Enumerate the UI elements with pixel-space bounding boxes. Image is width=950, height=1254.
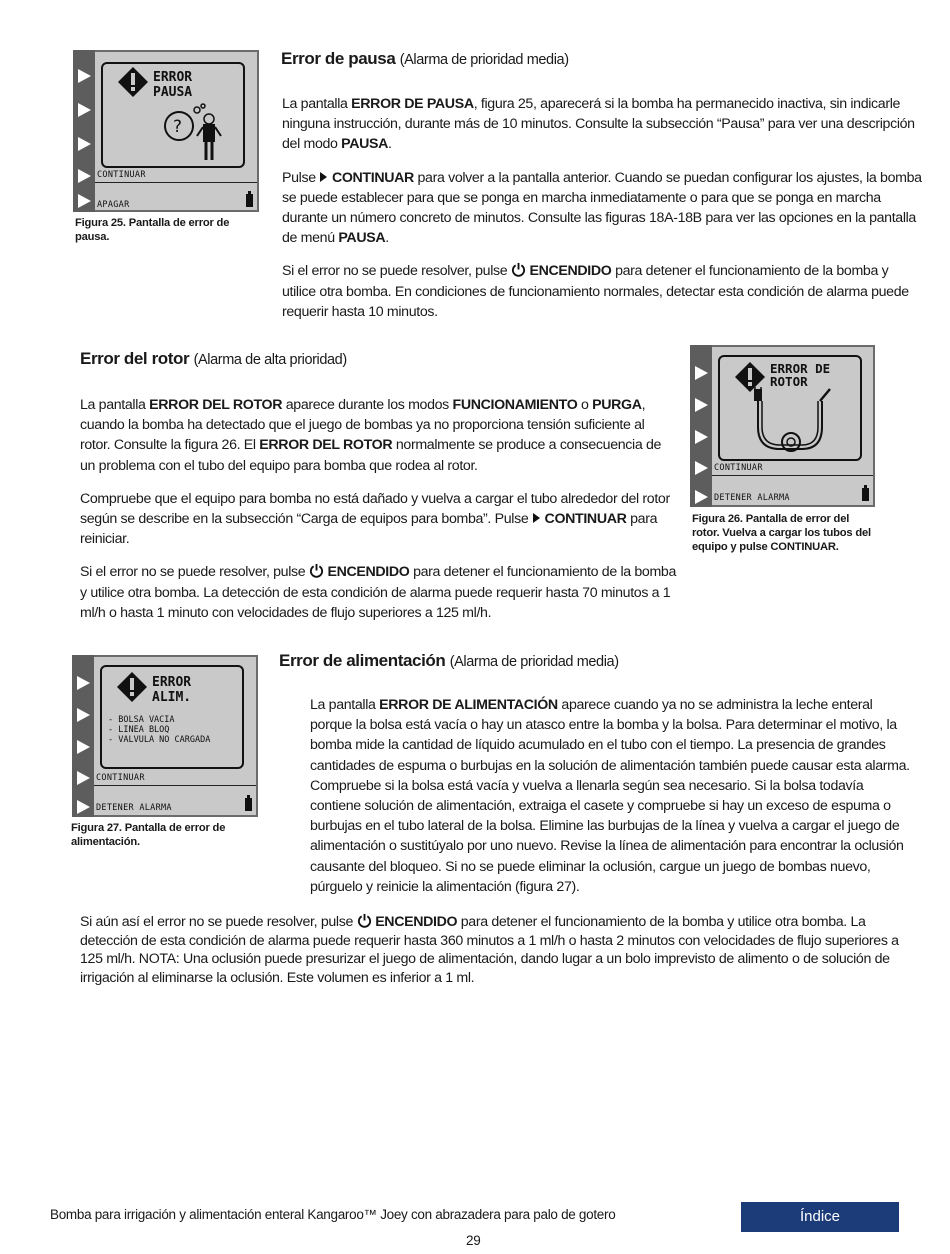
text: Si aún así el error no se puede resolver, pulse: [80, 914, 357, 930]
text: .: [388, 136, 392, 153]
text: La pantalla: [80, 397, 150, 413]
section-title-alimentacion: [279, 651, 619, 671]
softkey-arrow-icon: [693, 489, 709, 505]
power-icon: [511, 262, 526, 277]
text: .: [385, 230, 389, 247]
section-title-text: Error de alimentación: [279, 651, 446, 670]
bold-term: FUNCIONAMIENTO: [452, 397, 578, 413]
text: La pantalla: [310, 697, 380, 713]
text: Compruebe que el equipo para bomba no está dañado y vuelva a cargar el tubo alrededor del rotor según se describe en la subsección “Carga de equipos para bomba”. Pulse: [80, 490, 670, 528]
text: aparece cuando ya no se administra la leche enteral porque la bolsa está vacía o hay un atasco entre la bomba y la bolsa. Para determinar el motivo, la bomba mide la cantidad de líquido acumulado en el tubo con el tiempo. La presencia de grandes cantidades de espuma o burbujas en la solución de alimentación también puede causar esta alarma. Compruebe si la bolsa está vacía y vuelva a llenarla según sea necesario. Si la bolsa todavía contiene solución de alimentación, extraiga el casete y compruebe si hay un exceso de espuma o burbujas en el tubo lateral de la bolsa. Elimine las burbujas de la línea y vuelva a cargar el juego de alimentación o sustitúyalo por uno nuevo. Revise la línea de alimentación para encontrar la oclusión causante del bloqueo. Si no se puede eliminar la oclusión, cargue un juego de bombas nuevo, púrguelo y reinicie la alimentación (figura 27).: [310, 697, 910, 895]
play-arrow-icon: [532, 513, 541, 523]
alimentacion-body-2: [80, 913, 910, 1000]
power-icon: [357, 913, 372, 928]
softkey-label-continuar: CONTINUAR: [97, 170, 146, 180]
bold-term: CONTINUAR: [331, 169, 414, 186]
section-title-text: Error del rotor: [80, 349, 190, 368]
text: Si el error no se puede resolver, pulse: [282, 263, 511, 280]
screen-divider: [94, 785, 256, 786]
softkey-arrow-icon: [76, 193, 92, 209]
rotor-tubing-icon: [742, 387, 842, 457]
figure-25-caption: Figura 25. Pantalla de error de pausa.: [75, 217, 230, 243]
softkey-arrow-icon: [76, 102, 92, 118]
alimentacion-body-1: [310, 695, 910, 910]
section-title-rotor: [80, 349, 347, 369]
text: aparece durante los modos: [282, 397, 453, 413]
figure-26-caption: Figura 26. Pantalla de error del rotor. Vuelva a cargar los tubos del equipo y pulse CONTINUAR.: [692, 513, 871, 553]
text: , figura 25, aparecerá si la bomba ha permanecido inactiva, sin indicarle ninguna instrucción, durante más de 10 minutos. Consulte la subsección “Pausa” para ver una descripción del modo: [282, 96, 915, 153]
text: normalmente se produce a consecuencia de un problema con el tubo del equipo para bomba que rodea al rotor.: [80, 437, 662, 474]
softkey-arrow-icon: [76, 68, 92, 84]
screen-title-line1: ERROR: [152, 675, 192, 690]
screen-divider: [95, 182, 257, 183]
bold-term: ERROR DE PAUSA: [351, 96, 474, 112]
lcd-display: [94, 657, 256, 815]
softkey-label-detener-alarma: DETENER ALARMA: [714, 493, 790, 503]
alarm-cause-item: - LINEA BLOQ: [108, 725, 170, 735]
screen-title-line2: PAUSA: [153, 85, 193, 100]
bold-term: PURGA: [592, 397, 642, 413]
priority-label: (Alarma de alta prioridad): [193, 352, 347, 368]
softkey-label-apagar: APAGAR: [97, 200, 130, 210]
section-title-text: Error de pausa: [281, 49, 396, 68]
alarm-cause-item: - BOLSA VACIA: [108, 715, 175, 725]
footer-product-name: Bomba para irrigación y alimentación enteral Kangaroo™ Joey con abrazadera para palo de gotero: [50, 1207, 616, 1222]
softkey-arrow-icon: [693, 365, 709, 381]
page-number: 29: [466, 1233, 481, 1248]
paragraph: [80, 489, 678, 550]
softkey-arrow-icon: [693, 429, 709, 445]
play-arrow-icon: [319, 172, 328, 182]
text: Si el error no se puede resolver, pulse: [80, 564, 309, 581]
battery-icon: [246, 194, 253, 207]
paragraph: [282, 261, 922, 322]
text: para detener el funcionamiento de la bomba y utilice otra bomba. La detección de esta condición de alarma puede requerir hasta 70 minutos a 1 ml/h o hasta 1 minuto con velocidades de flujo superiores a 125 ml/h.: [80, 564, 677, 621]
bold-term: ERROR DEL ROTOR: [149, 397, 283, 413]
svg-text:?: ?: [173, 117, 183, 137]
softkey-label-continuar: CONTINUAR: [714, 463, 763, 473]
lcd-display: [712, 347, 873, 505]
warning-icon: [116, 671, 148, 703]
rotor-body: [80, 395, 678, 636]
text: para volver a la pantalla anterior. Cuando se puedan configurar los ajustes, la bomba se puede establecer para que se ponga en marcha inmediatamente o para que se ponga en marcha durante un número concreto de minutos. Consulte las figuras 18A-18B para ver las opciones en la pantalla de menú: [282, 169, 922, 247]
softkey-label-continuar: CONTINUAR: [96, 773, 145, 783]
paragraph: [80, 913, 910, 987]
battery-icon: [862, 488, 869, 501]
bold-term: ENCENDIDO: [327, 564, 410, 581]
text: o: [577, 397, 593, 413]
paragraph: [282, 94, 922, 155]
figure-26-screen: [690, 345, 875, 507]
bold-term: ERROR DE ALIMENTACIÓN: [379, 697, 558, 713]
figure-25-screen: [73, 50, 259, 212]
power-icon: [309, 563, 324, 578]
text: para detener el funcionamiento de la bomba y utilice otra bomba. En condiciones de funcionamiento normales, detectar esta condición de alarma puede requerir hasta 10 minutos.: [282, 263, 909, 320]
text: Pulse: [282, 169, 320, 186]
figure-27-caption: Figura 27. Pantalla de error de alimentación.: [71, 822, 226, 848]
softkey-arrow-icon: [75, 707, 91, 723]
text: La pantalla: [282, 96, 352, 112]
paragraph: [282, 168, 922, 249]
screen-title-line2: ALIM.: [152, 690, 192, 705]
bold-term: PAUSA: [338, 230, 386, 247]
screen-title-line1: ERROR DE: [770, 361, 831, 376]
screen-title-line1: ERROR: [153, 70, 193, 85]
softkey-arrow-icon: [76, 136, 92, 152]
paragraph: [80, 395, 678, 476]
bold-term: ENCENDIDO: [375, 914, 458, 930]
confused-person-icon: [161, 102, 231, 164]
figure-27-screen: [72, 655, 258, 817]
softkey-arrow-icon: [75, 739, 91, 755]
warning-icon: [117, 66, 149, 98]
bold-term: PAUSA: [341, 136, 389, 153]
lcd-display: [95, 52, 257, 210]
softkey-arrow-icon: [75, 770, 91, 786]
softkey-arrow-icon: [693, 397, 709, 413]
text: para detener el funcionamiento de la bomba y utilice otra bomba. La detección de esta condición de alarma puede requerir hasta 360 minutos a 1 ml/h o hasta 2 minutos con velocidades de flujo superiores a 125 ml/h. NOTA: Una oclusión puede presurizar el juego de alimentación, dando lugar a un bolo imprevisto de alimento o de solución de irrigación al eliminarse la oclusión. Este volumen es inferior a 1 ml.: [80, 914, 899, 986]
priority-label: (Alarma de prioridad media): [399, 52, 569, 68]
softkey-arrow-icon: [75, 799, 91, 815]
bold-term: CONTINUAR: [544, 511, 627, 528]
pausa-body: [282, 94, 922, 335]
paragraph: [80, 562, 678, 623]
text: para reiniciar.: [80, 511, 658, 548]
screen-title-line2: ROTOR: [770, 374, 808, 389]
screen-divider: [712, 475, 873, 476]
priority-label: (Alarma de prioridad media): [449, 654, 619, 670]
bold-term: ENCENDIDO: [529, 263, 612, 280]
alarm-cause-item: - VALVULA NO CARGADA: [108, 735, 211, 745]
softkey-label-detener-alarma: DETENER ALARMA: [96, 803, 172, 813]
battery-icon: [245, 798, 252, 811]
text: , cuando la bomba ha detectado que el juego de bombas ya no proporciona tensión suficiente al rotor. Consulte la figura 26. El: [80, 397, 646, 454]
softkey-arrow-icon: [693, 460, 709, 476]
section-title-pausa: [281, 49, 569, 69]
softkey-arrow-icon: [75, 675, 91, 691]
bold-term: ERROR DEL ROTOR: [259, 437, 393, 454]
softkey-arrow-icon: [76, 168, 92, 184]
paragraph: [310, 695, 910, 897]
index-button[interactable]: Índice: [741, 1202, 899, 1232]
